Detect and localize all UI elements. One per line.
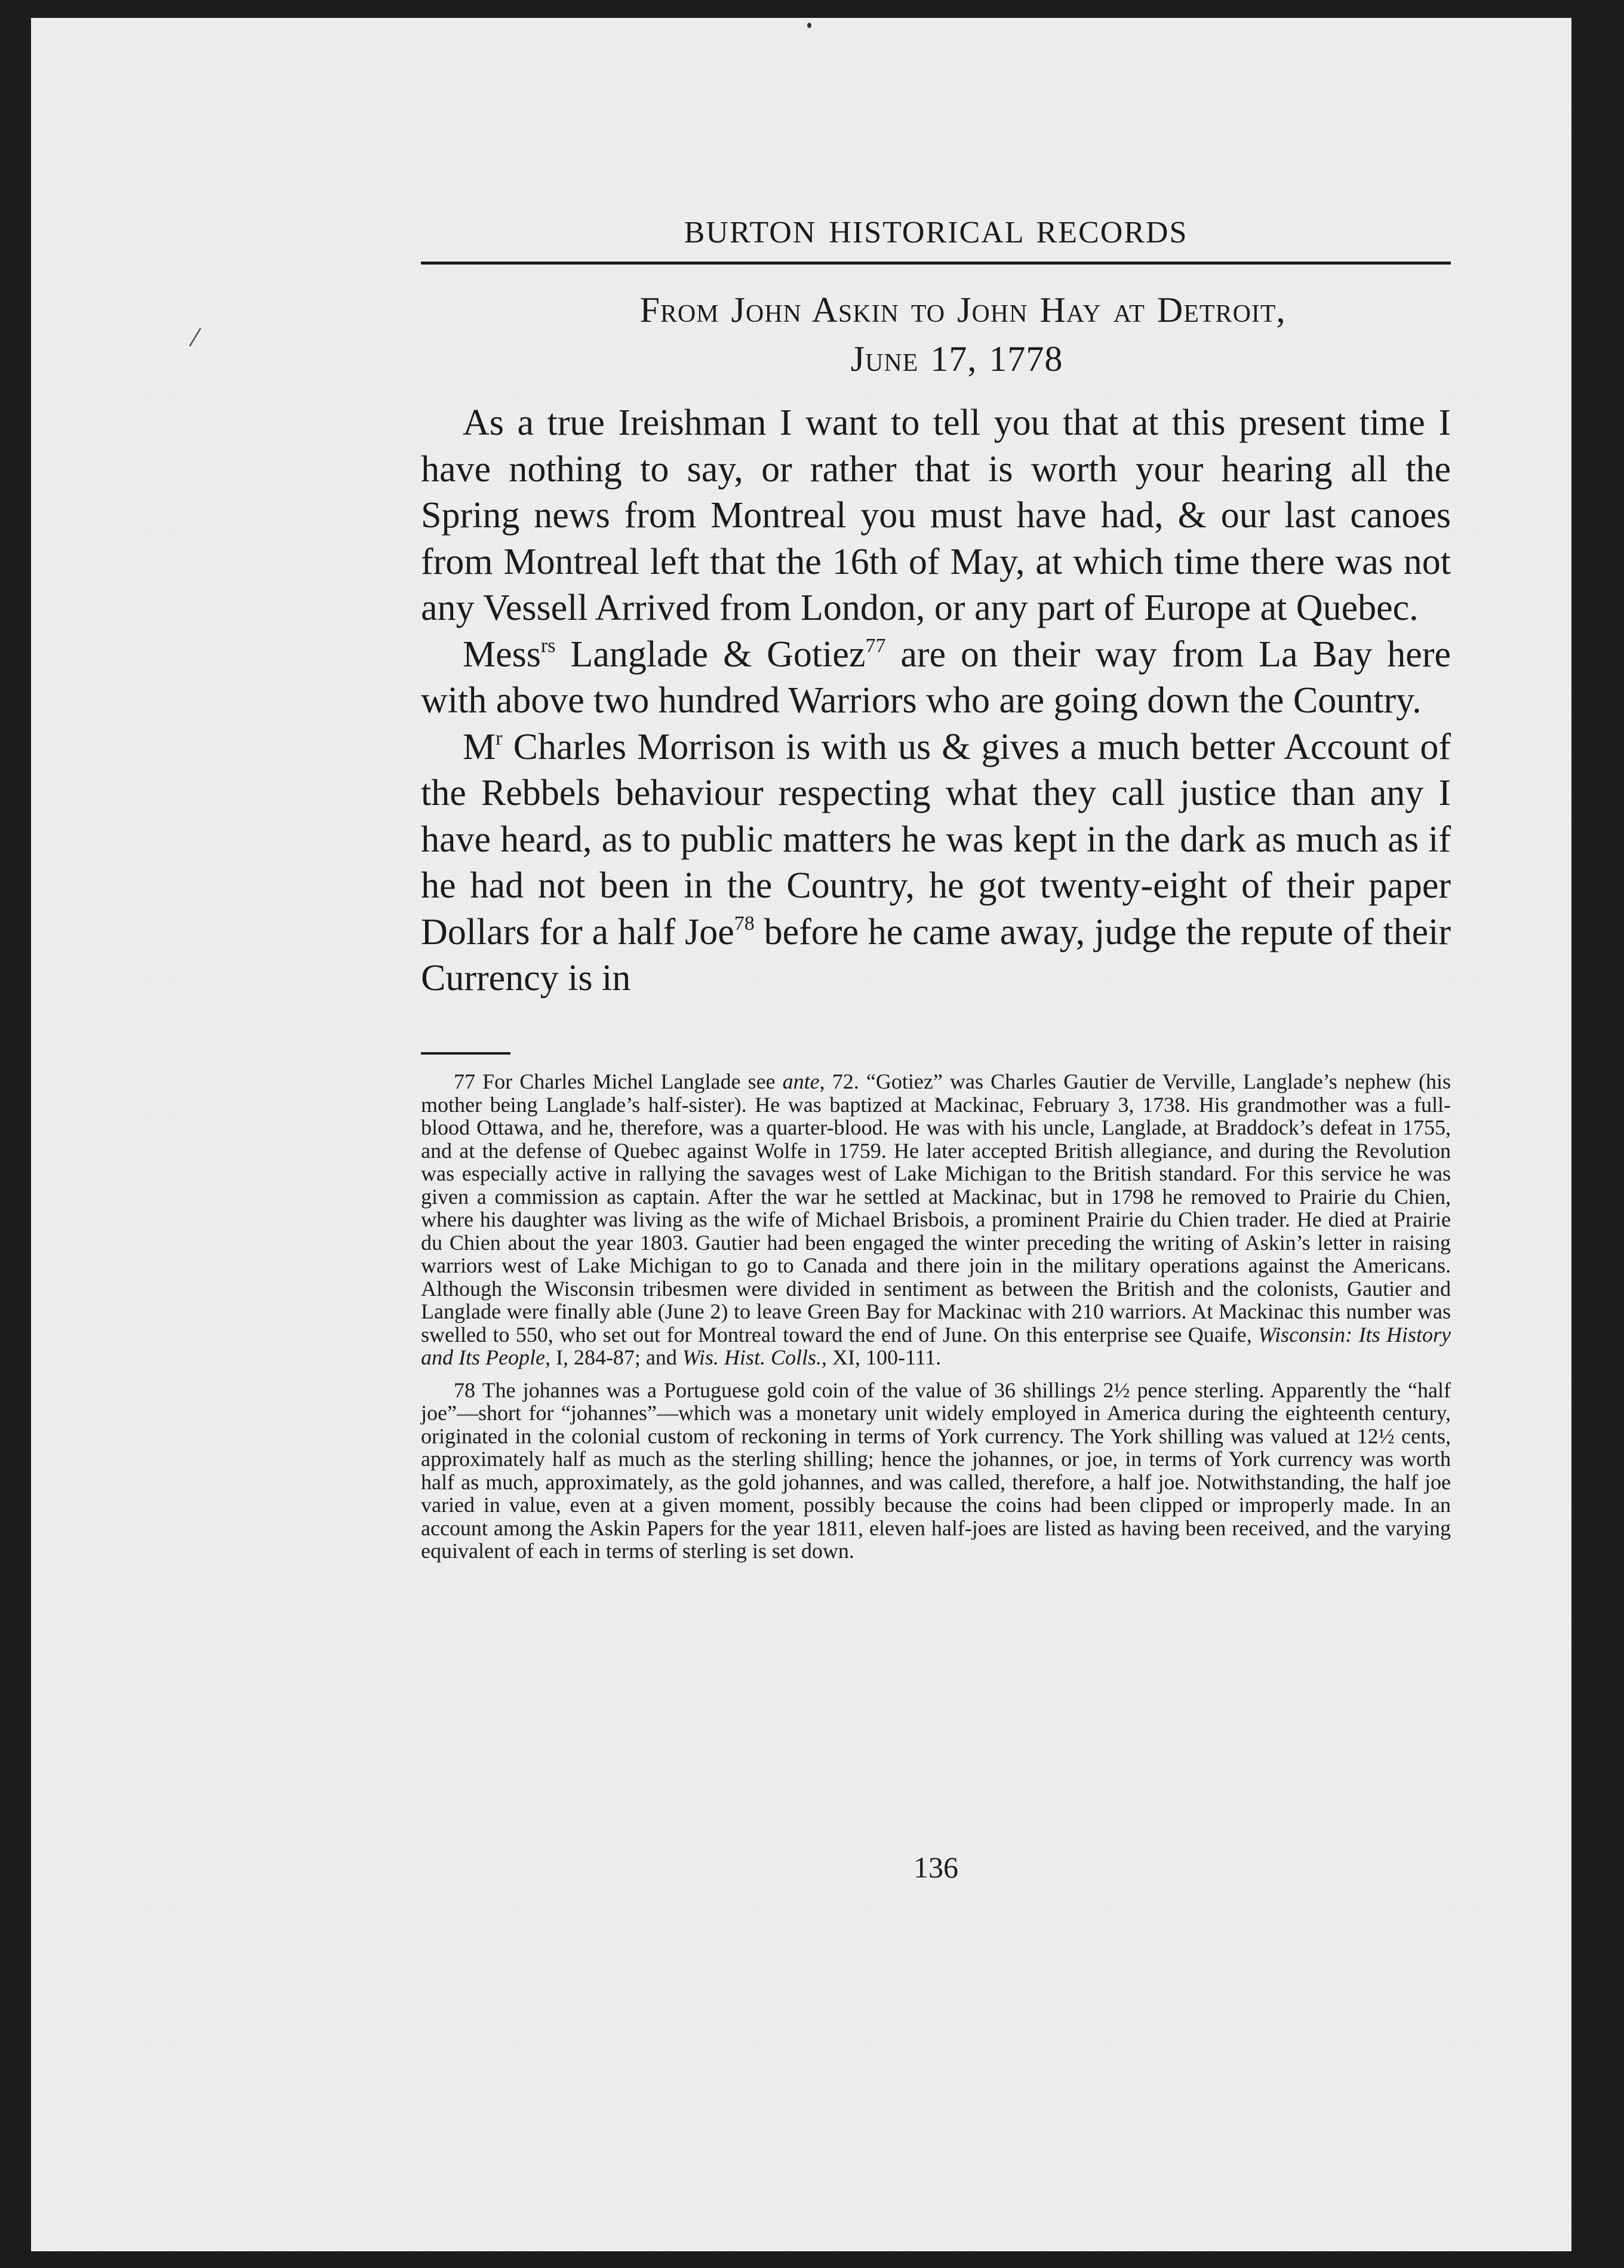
superscript: rs	[540, 634, 556, 657]
letter-paragraph-1: As a true Ireishman I want to tell you that at this present time I have nothing to say, or rather that is worth your hearing all the Spring news from Montreal you must have had, & our last canoes from Montreal left that the 16th of May, at which time there was not any Vessell Arrived from London, or any part of Europe at Quebec.	[421, 402, 1451, 628]
letter-paragraph-3	[421, 724, 1451, 1002]
letter-title	[421, 285, 1451, 383]
text-run: before he came away, judge the repute of their Currency is in	[421, 911, 1451, 998]
superscript: r	[496, 727, 503, 749]
text-run: Mess	[463, 634, 541, 675]
footnote-rule	[421, 1052, 510, 1055]
letter-title-line-1: From John Askin to John Hay at Detroit,	[639, 290, 1286, 330]
footnote-ref-77: 77	[865, 634, 886, 657]
text-run: , 72. “Gotiez” was Charles Gautier de Verville, Langlade’s nephew (his mother being Langlade’s half-sister). He was baptized at Mackinac, February 3, 1738. His grandmother was a full-blood Ottawa, and he, therefore, was a quarter-blood. He was with his uncle, Langlade, at Braddock’s defeat in 1755, and at the defense of Quebec against Wolfe in 1759. He later accepted British allegiance, and during the Revolution was especially active in rallying the savages west of Lake Michigan to the British standard. For this service he was given a commission as captain. After the war he settled at Mackinac, but in 1798 he removed to Prairie du Chien, where his daughter was living as the wife of Michael Brisbois, a prominent Prairie du Chien trader. He died at Prairie du Chien about the year 1803. Gautier had been engaged the winter preceding the writing of Askin’s letter in raising warriors west of Lake Michigan to go to Canada and there join in the military operations against the Americans. Although the Wisconsin tribesmen were divided in sentiment as between the British and the colonists, Gautier and Langlade were finally able (June 2) to leave Green Bay for Mackinac with 210 warriors. At Mackinac this number was swelled to 550, who set out for Montreal toward the end of June. On this enterprise see Quaife,	[421, 1070, 1451, 1347]
book-title: Wisconsin: Its History and Its People	[421, 1322, 1451, 1369]
italic-run: ante	[782, 1070, 820, 1093]
text-run: , I, 284-87; and	[545, 1345, 682, 1369]
text-run: , XI, 100-111.	[821, 1345, 942, 1369]
footnote-ref-78: 78	[734, 912, 755, 935]
ink-speck	[807, 23, 811, 28]
letter-title-line-2: June 17, 1778	[850, 339, 1063, 379]
footnote-78: 78 The johannes was a Portuguese gold coin of the value of 36 shillings 2½ pence sterling. Apparently the “half joe”—short for “johannes”—which was a monetary unit widely employed in America during the eighteenth century, originated in the colonial custom of reckoning in terms of York currency. The York shilling was valued at 12½ cents, approximately half as much as the sterling shilling; hence the johannes, or joe, in terms of York currency was worth half as much, approximately, as the gold johannes, and was called, therefore, a half joe. Notwithstanding, the half joe varied in value, even at a given moment, possibly because the coins had been clipped or improperly made. In an account among the Askin Papers for the year 1811, eleven half-joes are listed as having been received, and the varying equivalent of each in terms of sterling is set down.	[421, 1378, 1451, 1563]
letter-body	[421, 400, 1451, 1002]
text-run: M	[463, 726, 496, 767]
text-run: 77 For Charles Michel Langlade see	[454, 1070, 783, 1093]
header-rule	[421, 262, 1451, 265]
text-run: Charles Morrison is with us & gives a much better Account of the Rebbels behaviour respecting what they call justice than any I have heard, as to public matters he was kept in the dark as much as if he had not been in the Country, he got twenty-eight of their paper Dollars for a half Joe	[421, 726, 1451, 952]
letter-paragraph-2	[421, 632, 1451, 724]
footnote-77	[421, 1070, 1451, 1369]
page-number: 136	[914, 1851, 958, 1884]
text-run: are on their way from La Bay here with above two hundred Warriors who are going down the Country.	[421, 634, 1451, 721]
footnotes	[421, 1070, 1451, 1572]
running-header: BURTON HISTORICAL RECORDS	[684, 216, 1188, 250]
margin-mark: /	[187, 319, 203, 354]
text-run: Langlade & Gotiez	[555, 634, 866, 675]
book-title: Wis. Hist. Colls.	[682, 1345, 822, 1369]
